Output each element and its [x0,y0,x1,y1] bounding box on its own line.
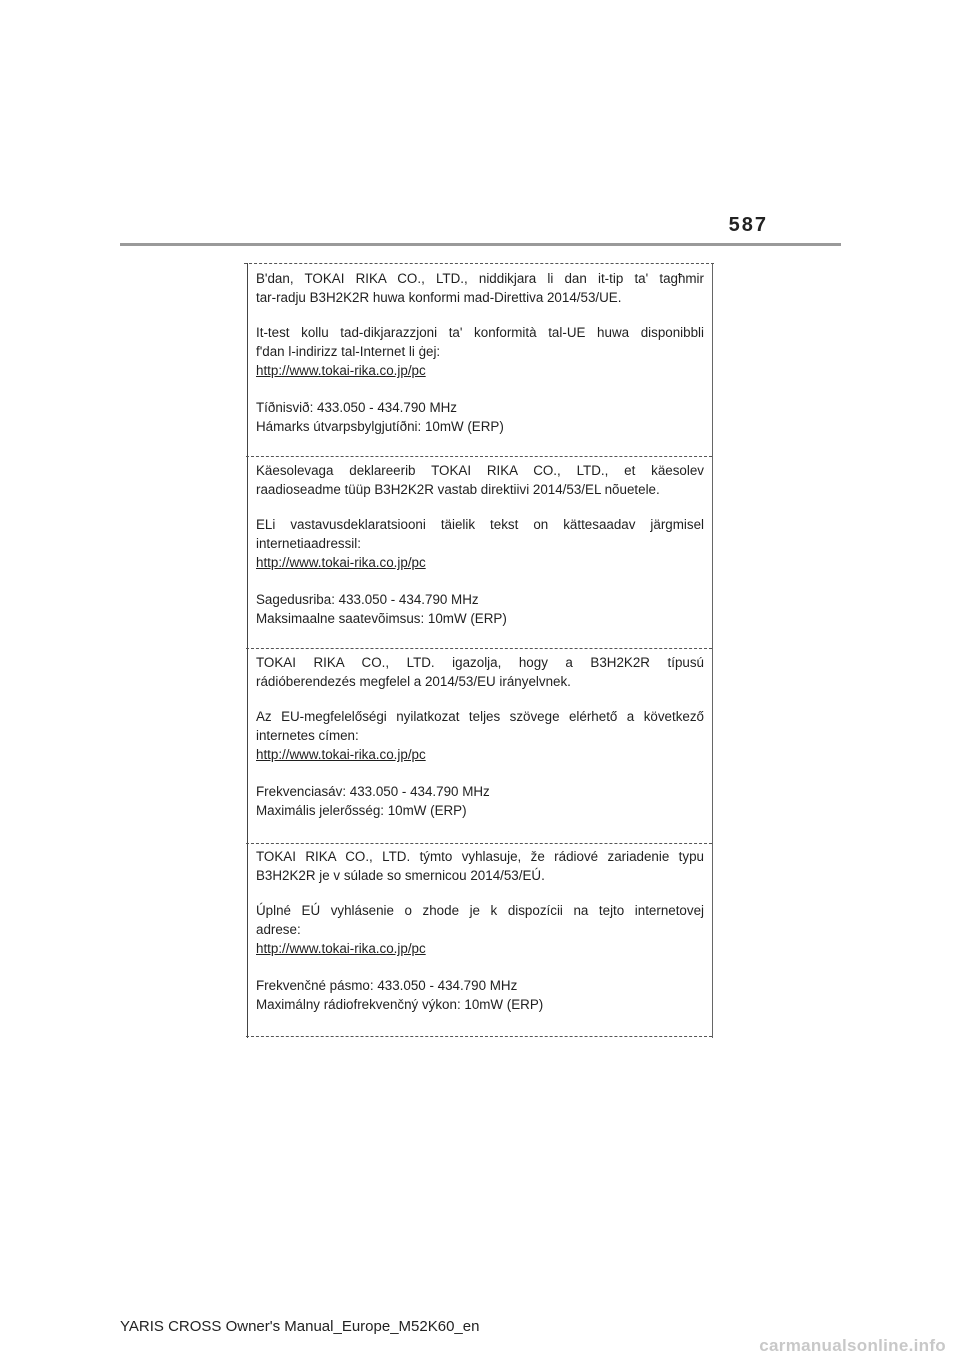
frequency-band: Sagedusriba: 433.050 - 434.790 MHz [256,592,479,607]
declaration-line: f'dan l-indirizz tal-Internet li ġej: [256,344,441,359]
declaration-line: TOKAI RIKA CO., LTD. týmto vyhlasuje, že rádiové zariadenie typu [256,849,704,864]
declaration-line: B'dan, TOKAI RIKA CO., LTD., niddikjara li dan it-tip ta' tagħmir [256,271,704,286]
frequency-band: Frekvenciasáv: 433.050 - 434.790 MHz [256,784,490,799]
declaration-line: rádióberendezés megfelel a 2014/53/EU irányelvnek. [256,674,571,689]
declaration-section-et [256,461,704,628]
watermark: carmanualsonline.info [759,1336,946,1355]
declaration-line: B3H2K2R je v súlade so smernicou 2014/53/EÚ. [256,868,545,883]
top-border [244,263,714,264]
section-divider [246,648,712,649]
declaration-link[interactable]: http://www.tokai-rika.co.jp/pc [256,363,426,378]
declaration-section-hu [256,653,704,820]
declaration-link[interactable]: http://www.tokai-rika.co.jp/pc [256,555,426,570]
max-power: Maximális jelerősség: 10mW (ERP) [256,803,467,818]
footer-manual-id: YARIS CROSS Owner's Manual_Europe_M52K60_en [120,1318,480,1335]
header-rule [120,243,841,246]
declaration-line: Käesolevaga deklareerib TOKAI RIKA CO., LTD., et käesolev [256,463,704,478]
declaration-line: tar-radju B3H2K2R huwa konformi mad-Direttiva 2014/53/UE. [256,290,622,305]
max-power: Maksimaalne saatevõimsus: 10mW (ERP) [256,611,507,626]
declaration-line: ELi vastavusdeklaratsiooni täielik tekst on kättesaadav järgmisel [256,517,704,532]
declaration-line: Úplné EÚ vyhlásenie o zhode je k dispozícii na tejto internetovej [256,903,704,918]
frequency-band: Tíðnisvið: 433.050 - 434.790 MHz [256,400,457,415]
page-number: 587 [728,214,768,236]
declaration-line: internetiaadressil: [256,536,361,551]
declaration-section-mt [256,269,704,436]
declaration-line: adrese: [256,922,301,937]
max-power: Hámarks útvarpsbylgjutíðni: 10mW (ERP) [256,419,504,434]
declaration-line: TOKAI RIKA CO., LTD. igazolja, hogy a B3H2K2R típusú [256,655,704,670]
section-divider [246,456,712,457]
section-divider [246,843,712,844]
frequency-band: Frekvenčné pásmo: 433.050 - 434.790 MHz [256,978,518,993]
declaration-line: It-test kollu tad-dikjarazzjoni ta' konformità tal-UE huwa disponibbli [256,325,704,340]
max-power: Maximálny rádiofrekvenčný výkon: 10mW (ERP) [256,997,544,1012]
declaration-section-sk [256,847,704,1014]
declaration-scan [247,263,713,1038]
declaration-link[interactable]: http://www.tokai-rika.co.jp/pc [256,941,426,956]
declaration-line: Az EU-megfelelőségi nyilatkozat teljes szövege elérhető a következő [256,709,704,724]
bottom-border [246,1036,712,1037]
declaration-line: raadioseadme tüüp B3H2K2R vastab direktiivi 2014/53/EL nõuetele. [256,482,660,497]
declaration-link[interactable]: http://www.tokai-rika.co.jp/pc [256,747,426,762]
declaration-line: internetes címen: [256,728,359,743]
